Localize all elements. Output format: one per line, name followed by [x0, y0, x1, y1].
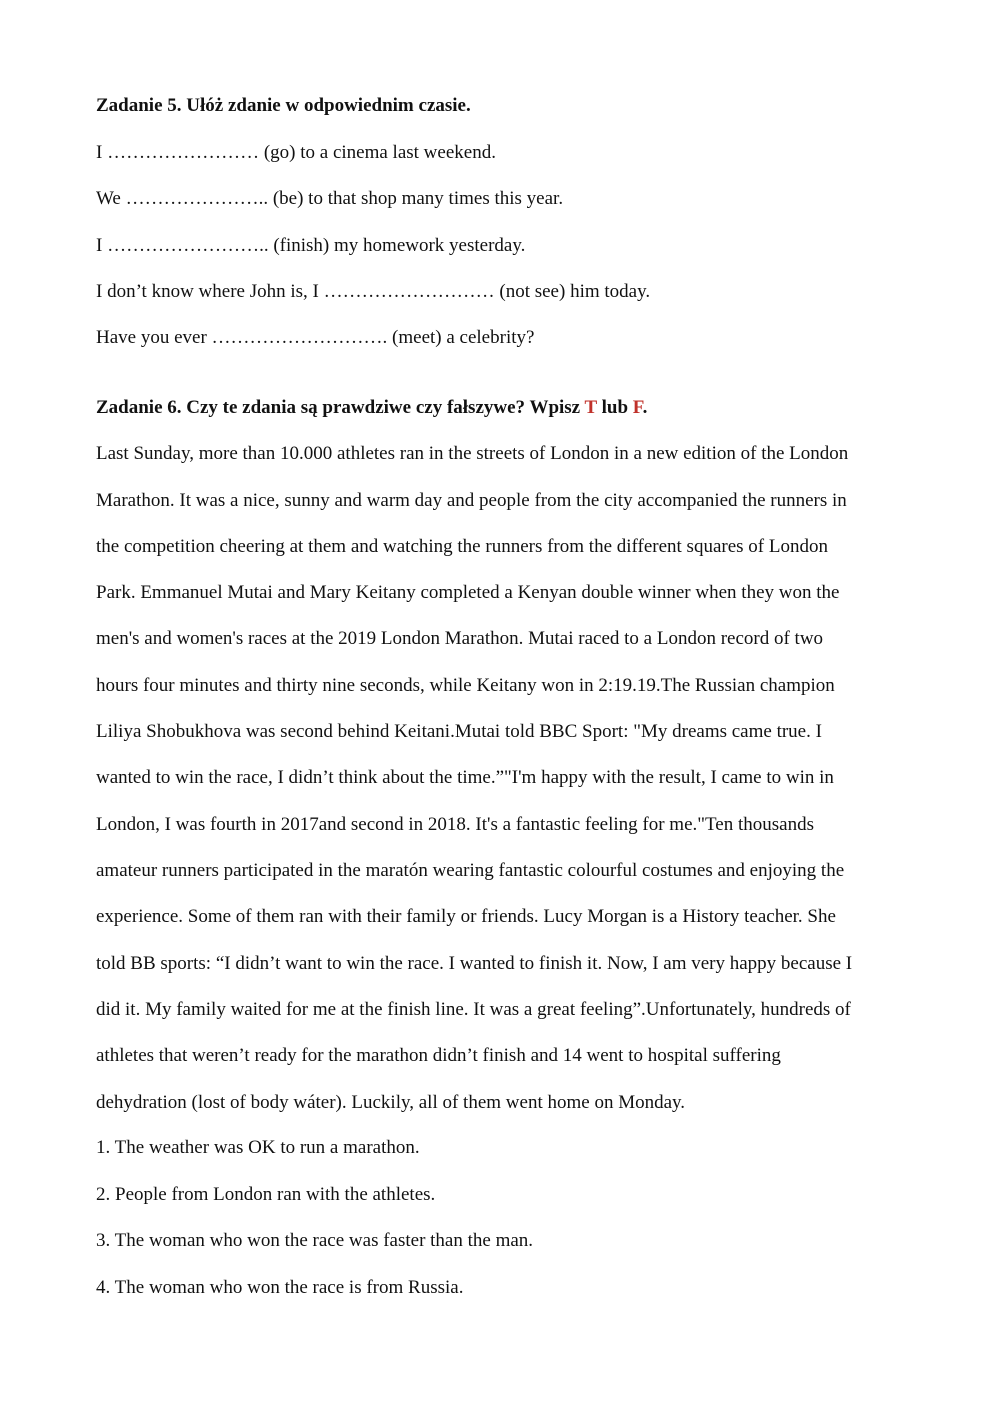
passage-line: London, I was fourth in 2017and second in 2018. It's a fantastic feeling for me."Ten thousands — [96, 814, 814, 835]
passage-line: the competition cheering at them and watching the runners from the different squares of London — [96, 536, 828, 557]
task6-heading-end: . — [642, 397, 648, 418]
passage-line: did it. My family waited for me at the finish line. It was a great feeling”.Unfortunately, hundreds of — [96, 999, 851, 1020]
task6-heading-mid: lub — [596, 397, 633, 418]
passage-line: wanted to win the race, I didn’t think about the time.”"I'm happy with the result, I came to win in — [96, 767, 834, 788]
passage-line: Marathon. It was a nice, sunny and warm day and people from the city accompanied the runners in — [96, 490, 847, 511]
passage-line: dehydration (lost of body wáter). Luckily, all of them went home on Monday. — [96, 1092, 686, 1113]
task5-sentence-3: I …………………….. (finish) my homework yesterday. — [96, 235, 526, 256]
statement-2: 2. People from London ran with the athletes. — [96, 1184, 436, 1205]
passage-line: Park. Emmanuel Mutai and Mary Keitany completed a Kenyan double winner when they won the — [96, 582, 840, 603]
task5-heading: Zadanie 5. Ułóż zdanie w odpowiednim czasie. — [96, 95, 471, 116]
passage-line: Last Sunday, more than 10.000 athletes ran in the streets of London in a new edition of the London — [96, 443, 849, 464]
statement-4: 4. The woman who won the race is from Russia. — [96, 1277, 464, 1298]
passage-line: told BB sports: “I didn’t want to win the race. I wanted to finish it. Now, I am very happy because I — [96, 953, 853, 974]
task5-sentence-5: Have you ever ………………………. (meet) a celebrity? — [96, 327, 535, 348]
passage-line: athletes that weren’t ready for the marathon didn’t finish and 14 went to hospital suffering — [96, 1045, 781, 1066]
task5-sentence-2: We ………………….. (be) to that shop many times this year. — [96, 188, 564, 209]
task6-heading — [96, 396, 647, 420]
task6-heading-text: Zadanie 6. Czy te zdania są prawdziwe czy fałszywe? Wpisz — [96, 397, 585, 418]
false-letter: F — [632, 397, 643, 418]
statement-1: 1. The weather was OK to run a marathon. — [96, 1137, 420, 1158]
passage-line: experience. Some of them ran with their family or friends. Lucy Morgan is a History teacher. She — [96, 906, 836, 927]
true-letter: T — [584, 397, 597, 418]
statement-3: 3. The woman who won the race was faster than the man. — [96, 1230, 534, 1251]
passage-line: men's and women's races at the 2019 London Marathon. Mutai raced to a London record of two — [96, 628, 824, 649]
task5-sentence-4: I don’t know where John is, I ……………………… (not see) him today. — [96, 281, 651, 302]
passage-line: Liliya Shobukhova was second behind Keitani.Mutai told BBC Sport: "My dreams came true. I — [96, 721, 822, 742]
task5-sentence-1: I …………………… (go) to a cinema last weekend. — [96, 142, 496, 163]
passage-line: hours four minutes and thirty nine seconds, while Keitany won in 2:19.19.The Russian champion — [96, 675, 835, 696]
passage-line: amateur runners participated in the maratón wearing fantastic colourful costumes and enjoying the — [96, 860, 845, 881]
